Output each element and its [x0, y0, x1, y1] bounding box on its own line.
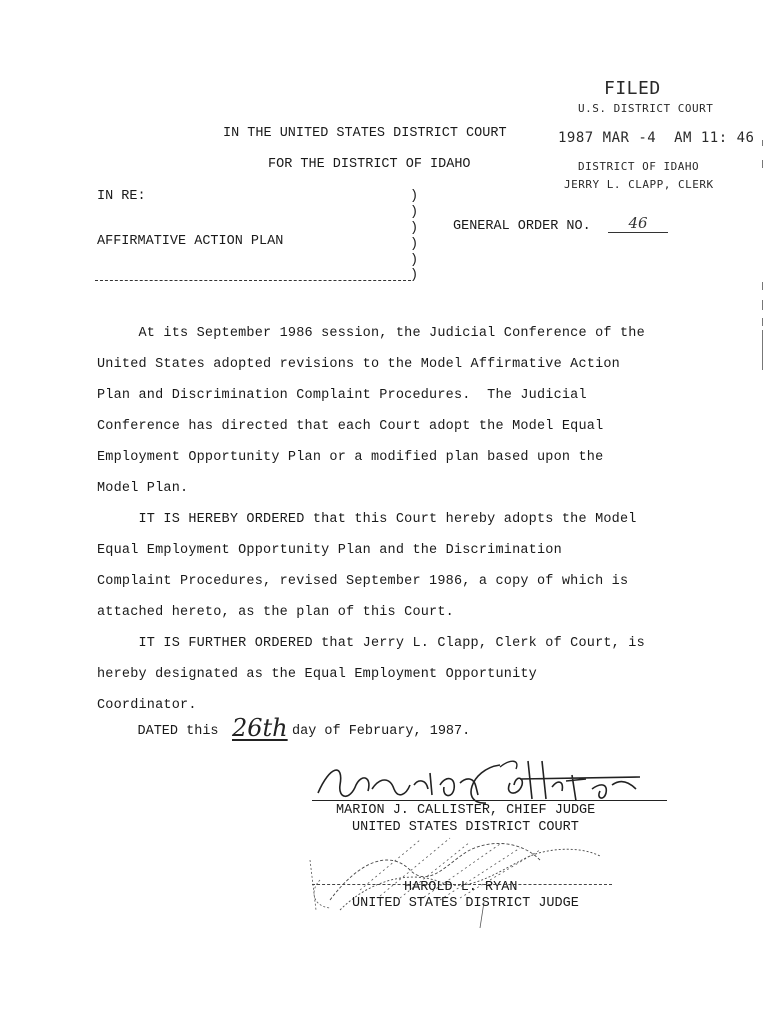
caption-paren: ) — [410, 221, 419, 236]
body-line: Equal Employment Opportunity Plan and the Discrimination — [97, 543, 562, 558]
caption-paren: ) — [410, 268, 419, 283]
filed-stamp-title: FILED — [604, 78, 661, 99]
filed-stamp-district: DISTRICT OF IDAHO — [578, 160, 700, 173]
scan-edge-mark — [762, 330, 763, 370]
general-order-number: 46 — [608, 214, 668, 233]
body-line: United States adopted revisions to the Model Affirmative Action — [97, 357, 620, 372]
in-re-label: IN RE: — [97, 189, 146, 204]
signature-line-1 — [312, 800, 667, 801]
caption-paren: ) — [410, 205, 419, 220]
body-line: attached hereto, as the plan of this Court. — [97, 605, 454, 620]
judge1-court: UNITED STATES DISTRICT COURT — [352, 820, 579, 835]
body-line: At its September 1986 session, the Judicial Conference of the — [97, 326, 645, 341]
court-heading-line2: FOR THE DISTRICT OF IDAHO — [268, 157, 471, 172]
body-line: hereby designated as the Equal Employment Opportunity — [97, 667, 537, 682]
court-heading-line1: IN THE UNITED STATES DISTRICT COURT — [223, 126, 507, 141]
caption-paren: ) — [410, 189, 419, 204]
matter-title: AFFIRMATIVE ACTION PLAN — [97, 234, 284, 249]
body-line: Plan and Discrimination Complaint Procedures. The Judicial — [97, 388, 587, 403]
caption-paren: ) — [410, 253, 419, 268]
general-order-label: GENERAL ORDER NO. — [453, 219, 591, 234]
filed-stamp-clerk: JERRY L. CLAPP, CLERK — [564, 178, 714, 191]
caption-paren: ) — [410, 237, 419, 252]
dated-day: 26th — [232, 714, 288, 742]
body-line: Employment Opportunity Plan or a modified plan based upon the — [97, 450, 604, 465]
scan-edge-mark — [762, 140, 763, 146]
judge2-name: HAROLD L. RYAN — [404, 880, 518, 895]
dated-prefix: DATED this — [97, 724, 219, 739]
judge2-signature — [300, 820, 630, 930]
filed-stamp-court: U.S. DISTRICT COURT — [578, 102, 714, 115]
body-line: Complaint Procedures, revised September 1986, a copy of which is — [97, 574, 629, 589]
caption-rule — [95, 280, 411, 281]
body-line: Model Plan. — [97, 481, 189, 496]
body-line: Coordinator. — [97, 698, 197, 713]
scan-edge-mark — [762, 160, 763, 168]
scan-edge-mark — [762, 318, 763, 326]
judge1-name: MARION J. CALLISTER, CHIEF JUDGE — [336, 803, 596, 818]
body-line: IT IS FURTHER ORDERED that Jerry L. Clapp, Clerk of Court, is — [97, 636, 645, 651]
scan-edge-mark — [762, 300, 763, 310]
body-line: Conference has directed that each Court adopt the Model Equal — [97, 419, 604, 434]
judge2-court: UNITED STATES DISTRICT JUDGE — [352, 896, 579, 911]
dated-suffix: day of February, 1987. — [292, 724, 471, 739]
filed-stamp-datetime: 1987 MAR -4 AM 11: 46 — [558, 130, 755, 146]
body-line: IT IS HEREBY ORDERED that this Court hereby adopts the Model — [97, 512, 637, 527]
scan-edge-mark — [762, 282, 763, 290]
